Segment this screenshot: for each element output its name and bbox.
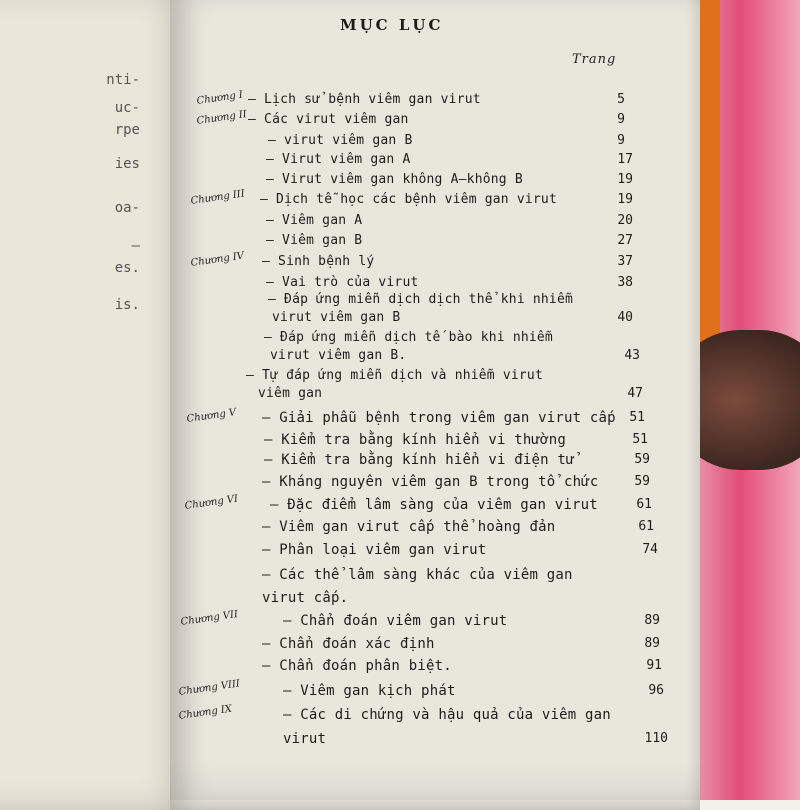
toc-page-number: 9: [617, 112, 625, 127]
toc-entry: – virut viêm gan B: [268, 133, 413, 148]
left-page-fragment: es.: [114, 260, 140, 276]
toc-page-number: 91: [646, 658, 662, 673]
left-page-fragment: uc-: [114, 100, 140, 116]
toc-entry: virut: [283, 731, 327, 747]
toc-entry: – Viêm gan virut cấp thể hoàng đản: [262, 519, 556, 535]
chapter-label: Chương II: [196, 108, 248, 127]
left-page-fragment: rpe: [114, 122, 140, 138]
toc-page-number: 59: [634, 474, 650, 489]
page-shadow: [170, 760, 700, 800]
toc-page-number: 51: [629, 410, 645, 425]
page-column-header: Trang: [572, 52, 617, 67]
left-page-fragment: –: [131, 238, 140, 254]
toc-page-number: 19: [617, 192, 633, 207]
toc-page-number: 38: [617, 275, 633, 290]
toc-page-number: 110: [644, 731, 668, 746]
toc-entry: – Sinh bệnh lý: [262, 254, 375, 269]
toc-page-number: 47: [627, 386, 643, 401]
toc-page-number: 89: [644, 613, 660, 628]
toc-page-number: 89: [644, 636, 660, 651]
toc-page-number: 61: [636, 497, 652, 512]
toc-entry: – Dịch tễ học các bệnh viêm gan virut: [260, 192, 557, 207]
toc-entry: – Kiểm tra bằng kính hiển vi thường: [264, 432, 567, 448]
chapter-label: Chương III: [190, 188, 246, 207]
toc-entry: – Các virut viêm gan: [248, 112, 409, 127]
toc-entry: – Đặc điểm lâm sàng của viêm gan virut: [270, 497, 598, 513]
toc-entry: – Đáp ứng miễn dịch dịch thể khi nhiễm: [268, 292, 574, 307]
toc-page-number: 9: [617, 133, 625, 148]
chapter-label: Chương VIII: [178, 678, 241, 698]
chapter-label: Chương V: [186, 407, 237, 425]
toc-entry: – Giải phẫu bệnh trong viêm gan virut cấp: [262, 410, 616, 426]
left-page-fragment: oa-: [114, 200, 140, 216]
toc-entry: – Kháng nguyên viêm gan B trong tổ chức: [262, 474, 599, 490]
toc-page-number: 43: [624, 348, 640, 363]
toc-page-number: 40: [617, 310, 633, 325]
toc-entry: virut viêm gan B.: [270, 348, 407, 363]
toc-entry: – Viêm gan kịch phát: [283, 683, 456, 699]
toc-page-number: 96: [648, 683, 664, 698]
toc-entry: – Chẩn đoán viêm gan virut: [283, 613, 508, 629]
toc-entry: virut viêm gan B: [272, 310, 401, 325]
toc-page-number: 19: [617, 172, 633, 187]
toc-entry: – Chẩn đoán xác định: [262, 636, 435, 652]
toc-entry: – Chẩn đoán phân biệt.: [262, 658, 452, 674]
toc-entry: – Các di chứng và hậu quả của viêm gan: [283, 707, 611, 723]
toc-page-number: 61: [638, 519, 654, 534]
toc-page-number: 17: [617, 152, 633, 167]
chapter-label: Chương IV: [190, 250, 245, 269]
toc-entry: – Viêm gan A: [266, 213, 363, 228]
chapter-label: Chương I: [196, 89, 244, 107]
toc-entry: viêm gan: [258, 386, 323, 401]
toc-page-number: 59: [634, 452, 650, 467]
toc-page-number: 27: [617, 233, 633, 248]
left-page-fragment: nti-: [106, 72, 140, 88]
toc-page-number: 5: [617, 92, 625, 107]
toc-entry: – Vai trò của virut: [266, 275, 419, 290]
toc-page-number: 51: [632, 432, 648, 447]
toc-entry: – Phân loại viêm gan virut: [262, 542, 487, 558]
toc-entry: – Virut viêm gan không A–không B: [266, 172, 523, 187]
left-page-fragment: is.: [114, 297, 140, 313]
toc-entry: – Lịch sử bệnh viêm gan virut: [248, 92, 481, 107]
toc-entry: – Virut viêm gan A: [266, 152, 411, 167]
chapter-label: Chương IX: [178, 703, 233, 722]
chapter-label: Chương VI: [184, 493, 239, 512]
page-title: MỤC LỤC: [340, 16, 444, 34]
toc-entry: – Kiểm tra bằng kính hiển vi điện tử: [264, 452, 575, 468]
toc-entry: – Viêm gan B: [266, 233, 363, 248]
toc-entry: – Đáp ứng miễn dịch tế bào khi nhiễm: [264, 330, 553, 345]
toc-page-number: 20: [617, 213, 633, 228]
chapter-label: Chương VII: [180, 608, 239, 628]
toc-entry: – Tự đáp ứng miễn dịch và nhiễm virut: [246, 368, 543, 383]
toc-entry: virut cấp.: [262, 590, 349, 606]
toc-page-number: 74: [642, 542, 658, 557]
toc-entry: – Các thể lâm sàng khác của viêm gan: [262, 567, 573, 583]
left-page-fragment: ies: [114, 156, 140, 172]
toc-page-number: 37: [617, 254, 633, 269]
